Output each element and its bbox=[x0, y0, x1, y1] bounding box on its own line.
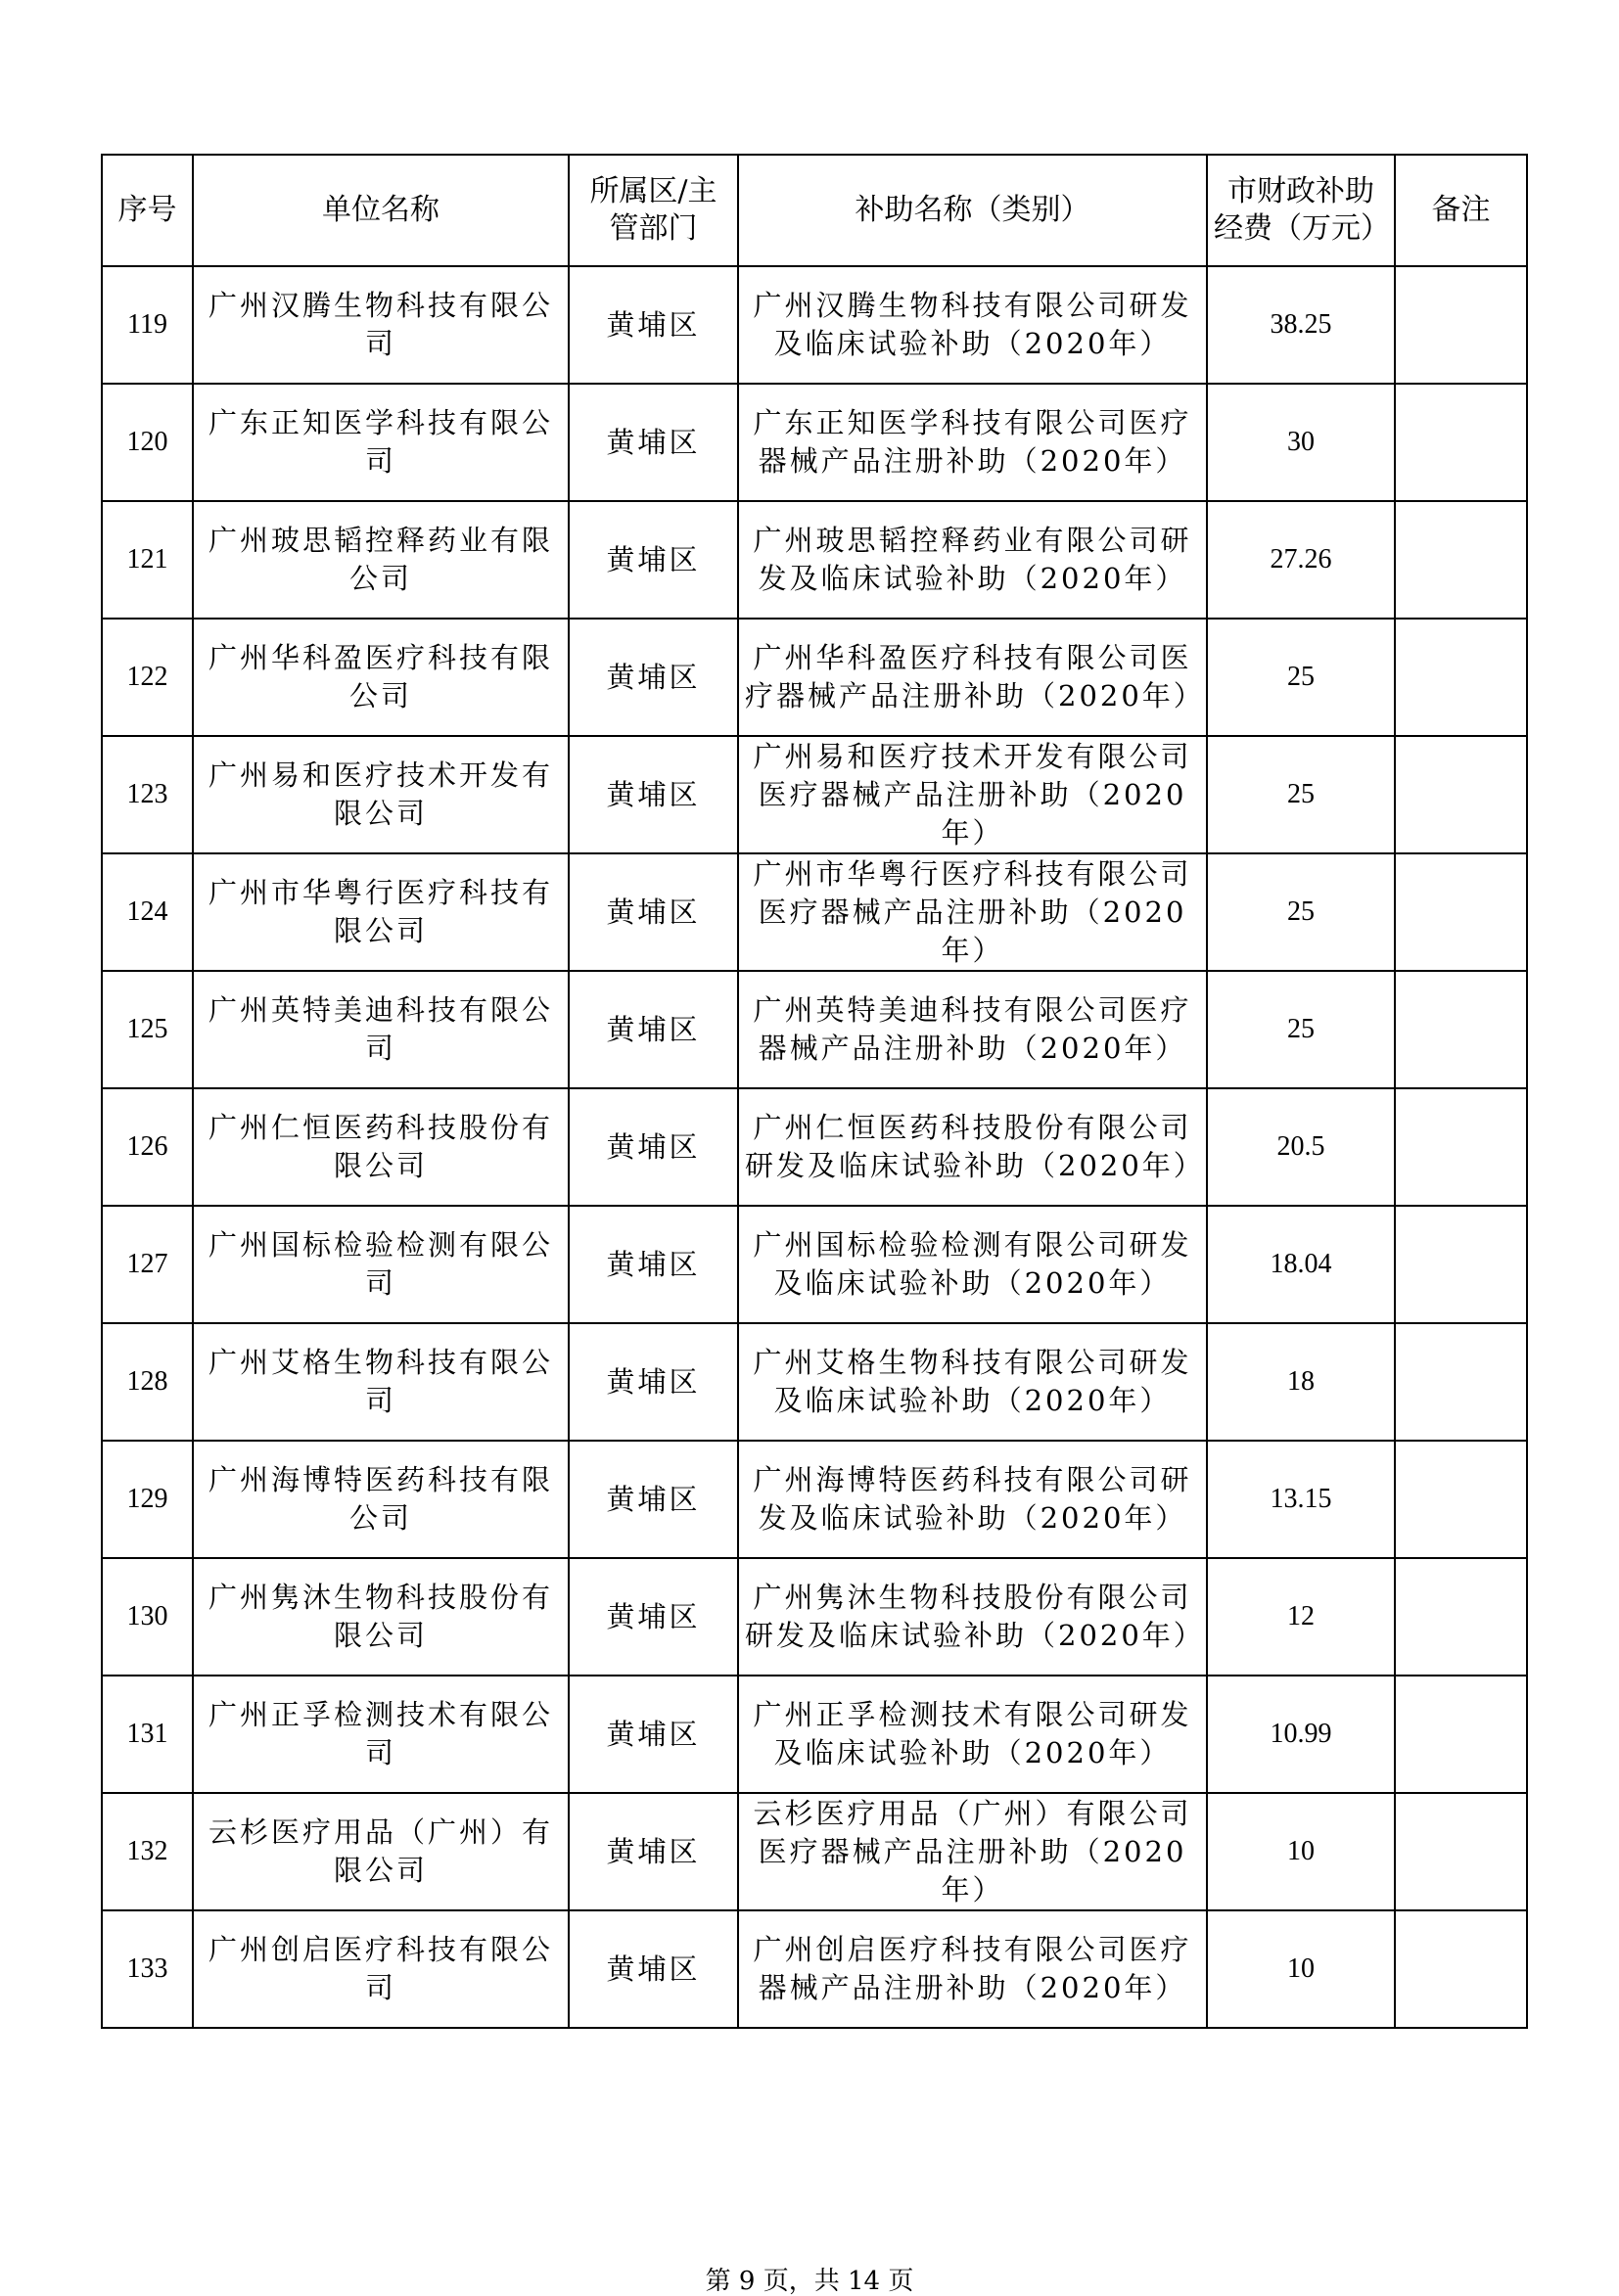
row-subsidy-name: 广州市华粤行医疗科技有限公司医疗器械产品注册补助（2020年） bbox=[738, 853, 1207, 971]
row-district: 黄埔区 bbox=[569, 1441, 738, 1558]
row-index: 122 bbox=[102, 619, 193, 736]
row-unit-name: 广州华科盈医疗科技有限公司 bbox=[193, 619, 569, 736]
row-remark bbox=[1395, 853, 1527, 971]
header-remark: 备注 bbox=[1395, 155, 1527, 266]
row-subsidy-name: 广州国标检验检测有限公司研发及临床试验补助（2020年） bbox=[738, 1206, 1207, 1323]
row-district: 黄埔区 bbox=[569, 1323, 738, 1441]
row-unit-name: 广州汉腾生物科技有限公司 bbox=[193, 266, 569, 384]
table-body bbox=[102, 266, 1527, 2028]
row-index: 125 bbox=[102, 971, 193, 1088]
row-subsidy-name: 广州艾格生物科技有限公司研发及临床试验补助（2020年） bbox=[738, 1323, 1207, 1441]
row-district: 黄埔区 bbox=[569, 384, 738, 501]
row-unit-name: 云杉医疗用品（广州）有限公司 bbox=[193, 1793, 569, 1910]
header-index: 序号 bbox=[102, 155, 193, 266]
table-row bbox=[102, 619, 1527, 736]
row-amount: 25 bbox=[1207, 971, 1395, 1088]
row-unit-name: 广州市华粤行医疗科技有限公司 bbox=[193, 853, 569, 971]
row-remark bbox=[1395, 1206, 1527, 1323]
row-index: 124 bbox=[102, 853, 193, 971]
row-index: 121 bbox=[102, 501, 193, 619]
table-row bbox=[102, 1206, 1527, 1323]
row-district: 黄埔区 bbox=[569, 1793, 738, 1910]
header-row bbox=[102, 155, 1527, 266]
row-subsidy-name: 广州英特美迪科技有限公司医疗器械产品注册补助（2020年） bbox=[738, 971, 1207, 1088]
row-amount: 18 bbox=[1207, 1323, 1395, 1441]
row-index: 126 bbox=[102, 1088, 193, 1206]
subsidy-table bbox=[101, 154, 1528, 2029]
row-remark bbox=[1395, 1088, 1527, 1206]
row-remark bbox=[1395, 1676, 1527, 1793]
table-row bbox=[102, 1323, 1527, 1441]
row-amount: 10.99 bbox=[1207, 1676, 1395, 1793]
row-remark bbox=[1395, 1441, 1527, 1558]
row-remark bbox=[1395, 1323, 1527, 1441]
row-amount: 18.04 bbox=[1207, 1206, 1395, 1323]
header-unit: 单位名称 bbox=[193, 155, 569, 266]
row-unit-name: 广州易和医疗技术开发有限公司 bbox=[193, 736, 569, 853]
table-row bbox=[102, 736, 1527, 853]
row-remark bbox=[1395, 1793, 1527, 1910]
row-index: 130 bbox=[102, 1558, 193, 1676]
row-subsidy-name: 广州正孚检测技术有限公司研发及临床试验补助（2020年） bbox=[738, 1676, 1207, 1793]
row-unit-name: 广东正知医学科技有限公司 bbox=[193, 384, 569, 501]
row-remark bbox=[1395, 619, 1527, 736]
row-district: 黄埔区 bbox=[569, 1206, 738, 1323]
row-index: 132 bbox=[102, 1793, 193, 1910]
row-district: 黄埔区 bbox=[569, 619, 738, 736]
row-district: 黄埔区 bbox=[569, 1088, 738, 1206]
row-amount: 25 bbox=[1207, 619, 1395, 736]
table-row bbox=[102, 853, 1527, 971]
row-district: 黄埔区 bbox=[569, 1558, 738, 1676]
row-amount: 13.15 bbox=[1207, 1441, 1395, 1558]
row-remark bbox=[1395, 384, 1527, 501]
row-remark bbox=[1395, 266, 1527, 384]
row-unit-name: 广州艾格生物科技有限公司 bbox=[193, 1323, 569, 1441]
row-subsidy-name: 广州隽沐生物科技股份有限公司研发及临床试验补助（2020年） bbox=[738, 1558, 1207, 1676]
row-index: 127 bbox=[102, 1206, 193, 1323]
row-unit-name: 广州正孚检测技术有限公司 bbox=[193, 1676, 569, 1793]
row-subsidy-name: 广州仁恒医药科技股份有限公司研发及临床试验补助（2020年） bbox=[738, 1088, 1207, 1206]
row-subsidy-name: 广州华科盈医疗科技有限公司医疗器械产品注册补助（2020年） bbox=[738, 619, 1207, 736]
row-remark bbox=[1395, 501, 1527, 619]
row-district: 黄埔区 bbox=[569, 501, 738, 619]
table-row bbox=[102, 1441, 1527, 1558]
table-row bbox=[102, 1793, 1527, 1910]
row-subsidy-name: 云杉医疗用品（广州）有限公司医疗器械产品注册补助（2020年） bbox=[738, 1793, 1207, 1910]
header-district: 所属区/主管部门 bbox=[569, 155, 738, 266]
table-row bbox=[102, 1558, 1527, 1676]
row-district: 黄埔区 bbox=[569, 853, 738, 971]
row-index: 123 bbox=[102, 736, 193, 853]
row-subsidy-name: 广州易和医疗技术开发有限公司医疗器械产品注册补助（2020年） bbox=[738, 736, 1207, 853]
row-index: 120 bbox=[102, 384, 193, 501]
row-unit-name: 广州英特美迪科技有限公司 bbox=[193, 971, 569, 1088]
table-row bbox=[102, 501, 1527, 619]
table-row bbox=[102, 266, 1527, 384]
row-unit-name: 广州仁恒医药科技股份有限公司 bbox=[193, 1088, 569, 1206]
row-index: 131 bbox=[102, 1676, 193, 1793]
row-index: 129 bbox=[102, 1441, 193, 1558]
row-subsidy-name: 广州创启医疗科技有限公司医疗器械产品注册补助（2020年） bbox=[738, 1910, 1207, 2028]
row-amount: 38.25 bbox=[1207, 266, 1395, 384]
row-unit-name: 广州创启医疗科技有限公司 bbox=[193, 1910, 569, 2028]
row-unit-name: 广州海博特医药科技有限公司 bbox=[193, 1441, 569, 1558]
row-district: 黄埔区 bbox=[569, 1910, 738, 2028]
row-remark bbox=[1395, 1558, 1527, 1676]
header-subsidy: 补助名称（类别） bbox=[738, 155, 1207, 266]
row-index: 133 bbox=[102, 1910, 193, 2028]
row-index: 119 bbox=[102, 266, 193, 384]
table-row bbox=[102, 1088, 1527, 1206]
row-amount: 20.5 bbox=[1207, 1088, 1395, 1206]
row-index: 128 bbox=[102, 1323, 193, 1441]
row-amount: 10 bbox=[1207, 1910, 1395, 2028]
row-district: 黄埔区 bbox=[569, 1676, 738, 1793]
row-subsidy-name: 广东正知医学科技有限公司医疗器械产品注册补助（2020年） bbox=[738, 384, 1207, 501]
row-subsidy-name: 广州海博特医药科技有限公司研发及临床试验补助（2020年） bbox=[738, 1441, 1207, 1558]
row-amount: 30 bbox=[1207, 384, 1395, 501]
row-amount: 10 bbox=[1207, 1793, 1395, 1910]
row-remark bbox=[1395, 971, 1527, 1088]
row-district: 黄埔区 bbox=[569, 266, 738, 384]
row-amount: 27.26 bbox=[1207, 501, 1395, 619]
page-footer: 第 9 页，共 14 页 bbox=[705, 2267, 914, 2296]
table-row bbox=[102, 1676, 1527, 1793]
row-remark bbox=[1395, 736, 1527, 853]
table-row bbox=[102, 1910, 1527, 2028]
row-unit-name: 广州国标检验检测有限公司 bbox=[193, 1206, 569, 1323]
row-amount: 12 bbox=[1207, 1558, 1395, 1676]
row-amount: 25 bbox=[1207, 736, 1395, 853]
row-subsidy-name: 广州玻思韬控释药业有限公司研发及临床试验补助（2020年） bbox=[738, 501, 1207, 619]
table-row bbox=[102, 384, 1527, 501]
row-remark bbox=[1395, 1910, 1527, 2028]
row-district: 黄埔区 bbox=[569, 971, 738, 1088]
row-district: 黄埔区 bbox=[569, 736, 738, 853]
header-amount: 市财政补助经费（万元） bbox=[1207, 155, 1395, 266]
row-unit-name: 广州隽沐生物科技股份有限公司 bbox=[193, 1558, 569, 1676]
row-amount: 25 bbox=[1207, 853, 1395, 971]
row-subsidy-name: 广州汉腾生物科技有限公司研发及临床试验补助（2020年） bbox=[738, 266, 1207, 384]
table-row bbox=[102, 971, 1527, 1088]
row-unit-name: 广州玻思韬控释药业有限公司 bbox=[193, 501, 569, 619]
